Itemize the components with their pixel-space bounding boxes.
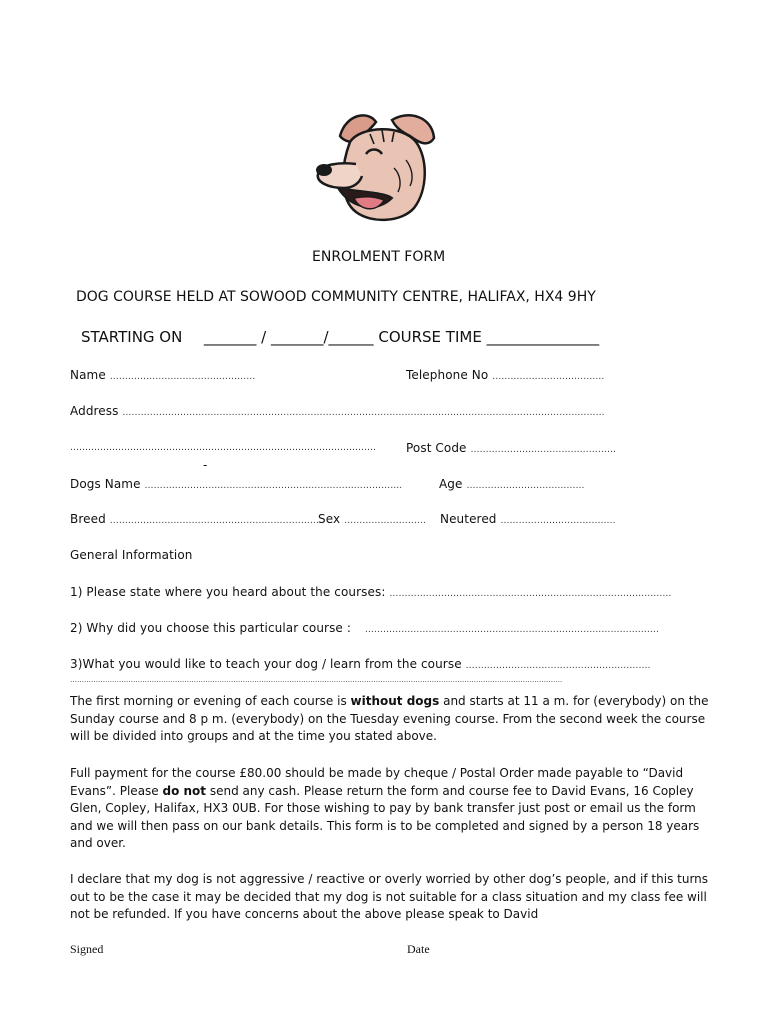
age-label: Age bbox=[439, 477, 463, 491]
name-field bbox=[70, 368, 255, 382]
date-label: Date bbox=[407, 942, 430, 956]
telephone-field bbox=[406, 368, 604, 382]
postcode-field bbox=[406, 441, 616, 455]
course-time-label: COURSE TIME bbox=[378, 328, 482, 346]
sex-label: Sex bbox=[318, 512, 341, 526]
address-line2-dots[interactable]: ………………………………………………………………………………………… bbox=[70, 443, 376, 453]
question-2 bbox=[70, 621, 659, 635]
age-field bbox=[439, 477, 585, 491]
sex-field bbox=[318, 512, 426, 526]
postcode-label: Post Code bbox=[406, 441, 467, 455]
breed-field bbox=[70, 512, 319, 526]
starting-date-blanks[interactable]: _______ / _______/______ bbox=[203, 328, 374, 346]
breed-label: Breed bbox=[70, 512, 106, 526]
question-2-input-dots[interactable]: ……………………………………………………………………………………. bbox=[364, 625, 659, 635]
do-not-emphasis: do not bbox=[162, 783, 207, 798]
form-title: ENROLMENT FORM bbox=[312, 249, 446, 265]
stray-dash: - bbox=[203, 458, 208, 472]
name-label: Name bbox=[70, 368, 106, 382]
paragraph-2-text-a: Full payment for the course £80.00 should be made by cheque / Postal Order made payable to “David Evans”. Please bbox=[70, 766, 684, 798]
paragraph-2-text-b: send any cash. Please return the form and course fee to David Evans, 16 Copley Glen, Copley, Halifax, HX3 0UB. For those wishing to pay by bank transfer just post or email us the form and we will then pass on our bank details. This form is to be completed and signed by a person 18 years and over. bbox=[70, 783, 700, 850]
paragraph-1-text-b: and starts at 11 a m. for (everybody) on the Sunday course and 8 p m. (everybody) on the Tuesday evening course. From the second week the course will be divided into groups and at the time you stated above. bbox=[70, 694, 709, 743]
postcode-input-dots[interactable]: ………………………………………… bbox=[470, 445, 617, 455]
question-3-input-dots[interactable]: ……………………………………………………. bbox=[465, 661, 651, 671]
general-information-heading: General Information bbox=[70, 548, 193, 562]
paragraph-declaration: I declare that my dog is not aggressive / reactive or overly worried by other dog’s people, and if this turns out to be the case it may be decided that my dog is not suitable for a class situation and my class fee will not be refunded. If you have concerns about the above please speak to David bbox=[70, 872, 709, 921]
question-1-label: 1) Please state where you heard about the courses: bbox=[70, 585, 386, 599]
dogs-name-input-dots[interactable]: …………………………………………………………………………. bbox=[144, 481, 403, 491]
neutered-label: Neutered bbox=[440, 512, 497, 526]
paragraph-payment bbox=[70, 765, 710, 853]
question-2-label: 2) Why did you choose this particular course : bbox=[70, 621, 351, 635]
dogs-name-label: Dogs Name bbox=[70, 477, 141, 491]
dogs-name-field bbox=[70, 477, 402, 491]
address-label: Address bbox=[70, 404, 119, 418]
question-3-label: 3)What you would like to teach your dog / learn from the course bbox=[70, 657, 462, 671]
neutered-field bbox=[440, 512, 616, 526]
starting-on-label: STARTING ON bbox=[81, 328, 183, 346]
signed-label: Signed bbox=[70, 942, 104, 956]
without-dogs-emphasis: without dogs bbox=[350, 694, 440, 708]
question-1 bbox=[70, 585, 672, 599]
question-1-input-dots[interactable]: ………………………………………………………………………………… bbox=[389, 589, 672, 599]
name-input-dots[interactable]: ………………………………………… bbox=[109, 372, 256, 382]
telephone-label: Telephone No bbox=[406, 368, 489, 382]
course-time-blank[interactable]: _______________ bbox=[486, 328, 600, 346]
neutered-input-dots[interactable]: ……………………………….. bbox=[500, 516, 616, 526]
starting-on-row bbox=[81, 328, 599, 346]
breed-input-dots[interactable]: …………………………………………………………… bbox=[109, 516, 320, 526]
question-3-line2-dots[interactable]: …………………………………………………………………………………………………………………………………………………………………………………………. bbox=[70, 676, 563, 684]
paragraph-first-session bbox=[70, 693, 710, 746]
question-3 bbox=[70, 657, 651, 671]
age-input-dots[interactable]: ……………………………..…. bbox=[466, 481, 585, 491]
address-input-dots[interactable]: …………………………………………………………………………………………………………………………………………… bbox=[122, 408, 605, 418]
cartoon-dog-head-icon bbox=[310, 108, 440, 226]
paragraph-1-text-a: The first morning or evening of each course is bbox=[70, 694, 351, 708]
address-field bbox=[70, 404, 605, 418]
telephone-input-dots[interactable]: ………………………………. bbox=[492, 372, 605, 382]
venue-line: DOG COURSE HELD AT SOWOOD COMMUNITY CENTRE, HALIFAX, HX4 9HY bbox=[76, 289, 596, 305]
sex-input-dots[interactable]: ……………………… bbox=[344, 516, 427, 526]
